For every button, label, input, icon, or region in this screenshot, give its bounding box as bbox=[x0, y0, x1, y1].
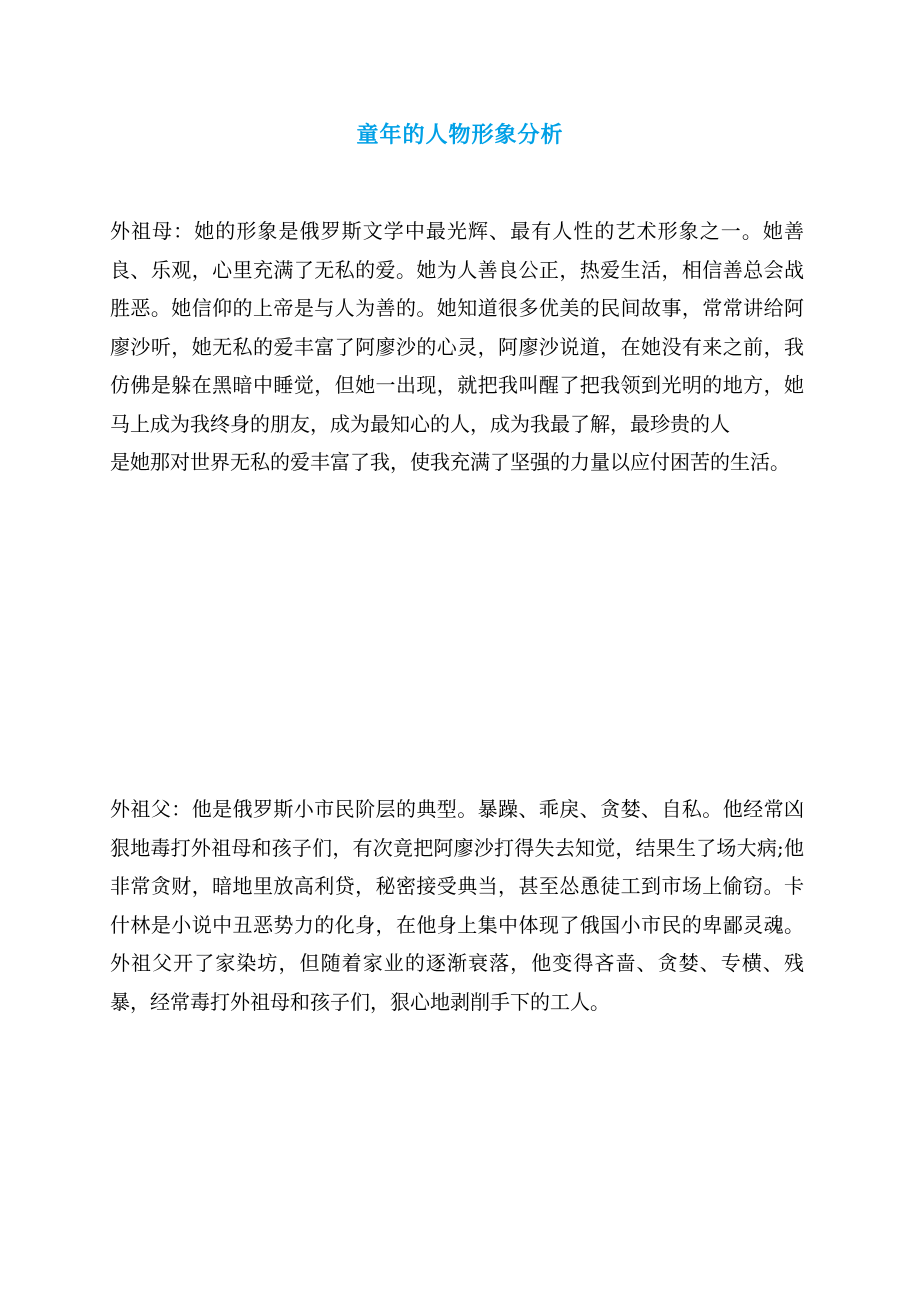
paragraph: 外祖父：他是俄罗斯小市民阶层的典型。暴躁、乖戾、贪婪、自私。他经常凶狠地毒打外祖母和孩子们，有次竟把阿廖沙打得失去知觉，结果生了场大病;他非常贪财，暗地里放高利贷，秘密接受典当，甚至怂恿徒工到市场上偷窃。卡什林是小说中丑恶势力的化身，在他身上集中体现了俄国小市民的卑鄙灵魂。外祖父开了家染坊，但随着家业的逐渐衰落，他变得吝啬、贪婪、专横、残暴，经常毒打外祖母和孩子们，狠心地剥削手下的工人。 bbox=[110, 797, 804, 1014]
section-grandmother bbox=[110, 212, 804, 482]
paragraph: 是她那对世界无私的爱丰富了我，使我充满了坚强的力量以应付困苦的生活。 bbox=[110, 450, 790, 474]
paragraph: 外祖母：她的形象是俄罗斯文学中最光辉、最有人性的艺术形象之一。她善良、乐观，心里充满了无私的爱。她为人善良公正，热爱生活，相信善总会战胜恶。她信仰的上帝是与人为善的。她知道很多优美的民间故事，常常讲给阿廖沙听，她无私的爱丰富了阿廖沙的心灵，阿廖沙说道，在她没有来之前，我仿佛是躲在黑暗中睡觉，但她一出现，就把我叫醒了把我领到光明的地方，她马上成为我终身的朋友，成为最知心的人，成为我最了解，最珍贵的人 bbox=[110, 219, 804, 436]
page-title: 童年的人物形象分析 bbox=[356, 123, 564, 148]
section-grandfather bbox=[110, 790, 804, 1021]
